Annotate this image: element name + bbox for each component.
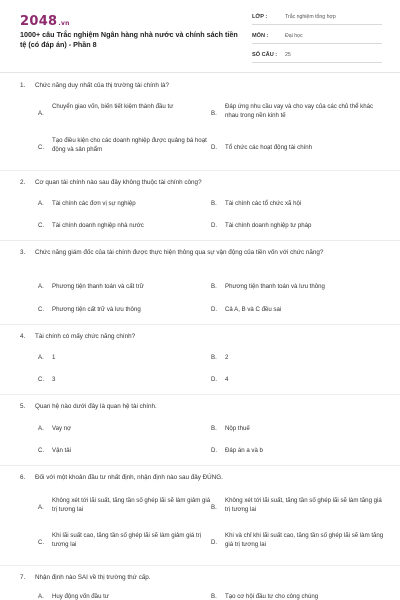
option-text: Phương tiện thanh toán và lưu thông <box>225 283 325 290</box>
option-text: 4 <box>225 376 229 383</box>
document-title: 1000+ câu Trắc nghiệm Ngân hàng nhà nước và chính sách tiền tệ (có đáp án) - Phần 8 <box>20 30 238 49</box>
option-letter: D. <box>211 222 218 229</box>
question-separator <box>0 170 400 171</box>
option-text: Khi và chỉ khi lãi suất cao, tăng tần số ghép lãi sẽ làm tăng giá trị tương lai <box>225 532 384 548</box>
meta-count-value: 25 <box>285 52 291 58</box>
option-letter: C. <box>38 144 45 151</box>
option-letter: C. <box>38 447 45 454</box>
question-separator <box>0 565 400 566</box>
meta-count-label: SỐ CÂU : <box>252 52 278 58</box>
question-2-text <box>20 178 380 187</box>
question-7-number: 7. <box>20 574 26 581</box>
option-text: Tài chính các tổ chức xã hội <box>225 200 302 207</box>
option-letter: D. <box>211 376 218 383</box>
option-letter: B. <box>211 200 217 207</box>
option-text: Tài chính doanh nghiệp tư pháp <box>225 222 312 229</box>
option-letter: B. <box>211 593 217 600</box>
question-1-number: 1. <box>20 82 26 89</box>
option-letter: D. <box>211 306 218 313</box>
option-letter: A. <box>38 425 44 432</box>
option-letter: B. <box>211 110 217 117</box>
meta-class-row <box>252 11 382 25</box>
option-text: Phương tiện thanh toán và cất trữ <box>52 283 144 290</box>
question-3-stem: Chức năng giám đốc của tài chính được thực hiện thông qua sự vận động của tiền vốn với chức năng? <box>35 249 324 256</box>
option-text: Đáp án a và b <box>225 447 263 454</box>
option-text: 3 <box>52 376 56 383</box>
option-letter: A. <box>38 110 44 117</box>
option-letter: B. <box>211 354 217 361</box>
question-5-text <box>20 402 380 411</box>
option-text: Vận tải <box>52 447 71 454</box>
option-text: 2 <box>225 354 229 361</box>
question-4-number: 4. <box>20 333 26 340</box>
option-text: Nộp thuế <box>225 425 250 432</box>
option-letter: C. <box>38 376 45 383</box>
option-text: Khi lãi suất cao, tăng tần số ghép lãi sẽ làm giảm giá trị tương lai <box>52 532 202 548</box>
question-2-stem: Cơ quan tài chính nào sau đây không thuộc tài chính công? <box>35 179 202 186</box>
option-letter: A. <box>38 354 44 361</box>
option-text: Tạo cơ hội đầu tư cho công chúng <box>225 593 319 600</box>
option-text: Tạo điều kiện cho các doanh nghiệp được quảng bá hoạt động và sản phẩm <box>52 137 207 153</box>
meta-subject-label: MÔN : <box>252 33 269 39</box>
option-letter: D. <box>211 539 218 546</box>
option-text: Phương tiện cất trữ và lưu thông <box>52 306 141 313</box>
meta-count-row <box>252 49 382 63</box>
question-separator <box>0 324 400 325</box>
question-4-text <box>20 332 380 341</box>
document-header <box>0 0 400 66</box>
question-5-stem: Quan hệ nào dưới đây là quan hệ tài chính. <box>35 403 157 410</box>
option-letter: B. <box>211 283 217 290</box>
question-7-stem: Nhận định nào SAI về thị trường thứ cấp. <box>35 574 151 581</box>
option-text: Tài chính doanh nghiệp nhà nước <box>52 222 144 229</box>
meta-subject-value: Đại học <box>285 33 303 39</box>
option-text: Không xét tới lãi suất, tăng tần số ghép lãi sẽ làm tăng giá trị tương lai <box>225 497 382 513</box>
option-letter: D. <box>211 447 218 454</box>
option-letter: A. <box>38 283 44 290</box>
question-5-number: 5. <box>20 403 26 410</box>
question-3-number: 3. <box>20 249 26 256</box>
option-letter: C. <box>38 539 45 546</box>
question-7-text <box>20 573 380 582</box>
option-text: Cả A, B và C đều sai <box>225 306 282 313</box>
option-letter: C. <box>38 306 45 313</box>
question-1-stem: Chức năng duy nhất của thị trường tài chính là? <box>35 82 170 89</box>
logo-main: 2048 <box>20 14 58 29</box>
document-meta <box>252 11 382 68</box>
question-6-text <box>20 473 380 482</box>
option-letter: B. <box>211 504 217 511</box>
option-text: Huy động vốn đầu tư <box>52 593 109 600</box>
logo-sub: .vn <box>58 20 70 27</box>
question-6-stem: Đối với một khoản đầu tư nhất định, nhận định nào sau đây ĐÚNG. <box>35 474 223 481</box>
option-letter: B. <box>211 425 217 432</box>
option-letter: D. <box>211 144 218 151</box>
meta-class-label: LỚP : <box>252 14 268 20</box>
question-1-text <box>20 81 380 90</box>
option-text: Tổ chức các hoạt động tài chính <box>225 144 313 151</box>
option-text: 1 <box>52 354 56 361</box>
question-separator <box>0 465 400 466</box>
option-text: Vay nợ <box>52 425 72 432</box>
option-text: Chuyển giao vốn, biến tiết kiệm thành đầu tư <box>52 103 174 110</box>
option-letter: A. <box>38 504 44 511</box>
question-6-number: 6. <box>20 474 26 481</box>
meta-class-value: Trắc nghiệm tổng hợp <box>285 14 336 20</box>
option-text: Đáp ứng nhu cầu vay và cho vay của các chủ thể khác nhau trong nền kinh tế <box>225 103 374 119</box>
question-4-stem: Tài chính có mấy chức năng chính? <box>35 333 136 340</box>
question-3-text <box>20 248 380 257</box>
site-logo[interactable] <box>20 14 70 29</box>
question-2-number: 2. <box>20 179 26 186</box>
question-separator <box>0 240 400 241</box>
option-text: Tài chính các đơn vị sự nghiệp <box>52 200 136 207</box>
option-text: Không xét tới lãi suất, tăng tần số ghép lãi sẽ làm giảm giá trị tương lai <box>52 497 211 513</box>
meta-subject-row <box>252 30 382 44</box>
header-divider <box>0 72 400 73</box>
option-letter: A. <box>38 200 44 207</box>
question-separator <box>0 394 400 395</box>
option-letter: C. <box>38 222 45 229</box>
option-letter: A. <box>38 593 44 600</box>
